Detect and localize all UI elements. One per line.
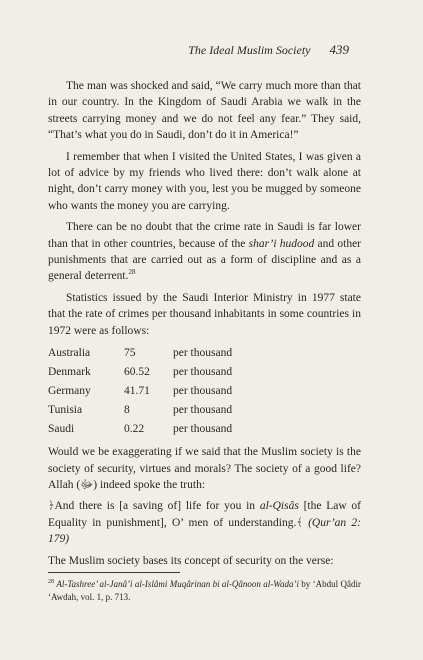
country-cell: Australia <box>48 347 91 360</box>
qisas-term: al-Qisâs <box>259 500 299 513</box>
footnote-divider <box>48 572 180 573</box>
page-number: 439 <box>329 42 349 57</box>
shari-hudood-term: shar’i hudood <box>248 237 315 250</box>
quran-quote <box>48 498 361 547</box>
crime-rate-table <box>48 344 232 439</box>
paragraph-5: Would we be exaggerating if we said that the Muslim society is the society of security, virtues and morals? The society of a good life? Allah (ﷻ) indeed spoke the truth: <box>48 446 361 491</box>
country-cell: Saudi <box>48 423 75 436</box>
unit-cell: per thousand <box>173 347 233 360</box>
paragraph-1: The man was shocked and said, “We carry much more than that in our country. In the Kingdom of Saudi Arabia we walk in the streets carrying money and we do not feel any fear.” They said, “That’s what you do in Saudi, don’t do it in America!” <box>48 80 361 142</box>
country-cell: Germany <box>48 385 91 398</box>
quote-text: And there is [a saving of] life for you in <box>54 500 260 513</box>
footnote <box>48 578 361 604</box>
footnote-reference[interactable]: 28 <box>128 268 136 277</box>
quote-open-bracket: ﴿ <box>48 500 55 513</box>
paragraph-3 <box>48 219 361 285</box>
rate-cell: 0.22 <box>124 423 145 436</box>
unit-cell: per thousand <box>173 404 233 417</box>
country-cell: Tunisia <box>48 404 83 417</box>
quote-text-end: [the Law of Equality in punishment], O’ men of understanding. <box>48 500 361 529</box>
unit-cell: per thousand <box>173 366 233 379</box>
unit-cell: per thousand <box>173 423 233 436</box>
paragraph-6: The Muslim society bases its concept of security on the verse: <box>48 554 334 567</box>
paragraph-4: Statistics issued by the Saudi Interior Ministry in 1977 state that the rate of crimes per thousand inhabitants in some countries in 1972 were as follows: <box>48 291 361 337</box>
table-row <box>48 382 232 401</box>
footnote-source-title: Al-Tashree’ al-Janâ’i al-Islâmi Muqârinan bi al-Qânoon al-Wada’i <box>56 579 299 589</box>
page-header <box>188 42 349 58</box>
paragraph-3-text: There can be no doubt that the crime rate in Saudi is far lower than that in other countries, because of the <box>48 221 361 250</box>
footnote-source-details: by ‘Abdul Qâdir ‘Awdah, vol. 1, p. 713. <box>48 579 361 602</box>
paragraph-3-text-end: and other punishments that are carried out as a form of discipline and as a general deterrent. <box>48 237 362 283</box>
footnote-number: 28 <box>48 579 54 585</box>
rate-cell: 75 <box>124 347 136 360</box>
rate-cell: 41.71 <box>124 385 150 398</box>
table-row <box>48 420 232 439</box>
table-row <box>48 344 232 363</box>
country-cell: Denmark <box>48 366 91 379</box>
rate-cell: 60.52 <box>124 366 150 379</box>
table-row <box>48 363 232 382</box>
quran-citation: (Qur’an 2: 179) <box>48 516 361 546</box>
quote-close-bracket: ﴾ <box>296 516 303 529</box>
table-row <box>48 401 232 420</box>
body-text <box>48 78 361 574</box>
unit-cell: per thousand <box>173 385 233 398</box>
paragraph-2: I remember that when I visited the United States, I was given a lot of advice by my friends who lived there: don’t walk alone at night, don’t carry money with you, lest you be mugged by someone who wants the money you are carrying. <box>48 150 361 212</box>
running-title: The Ideal Muslim Society <box>188 43 311 57</box>
rate-cell: 8 <box>124 404 130 417</box>
